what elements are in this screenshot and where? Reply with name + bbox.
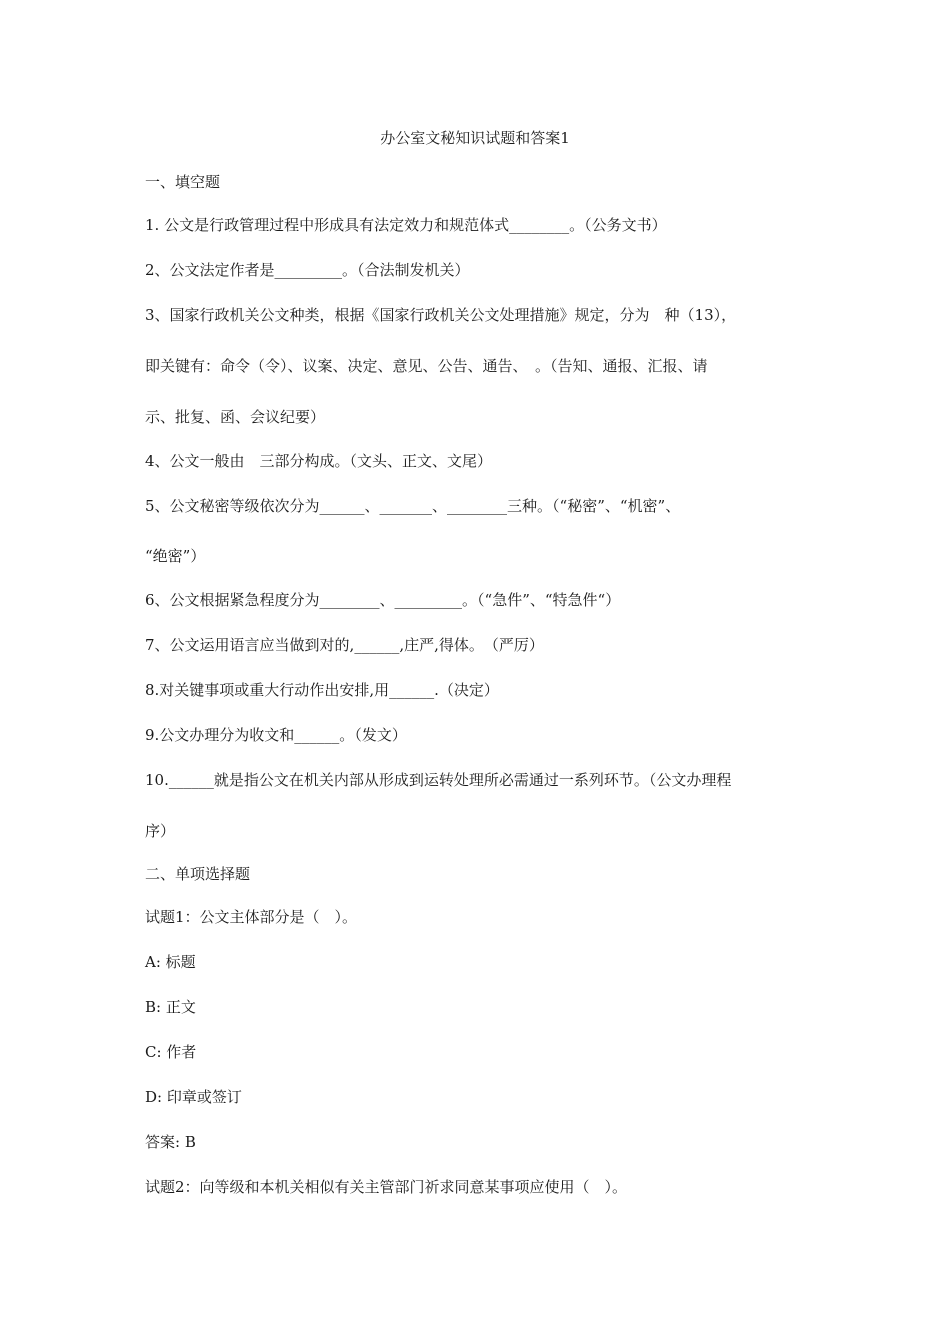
question-6: 6、公文根据紧急程度分为________、_________。（“急件”、“特急件“）: [145, 591, 621, 609]
mc-answer-1: 答案: B: [145, 1133, 196, 1151]
mc-question-1: 试题1：公文主体部分是（ ）。: [145, 908, 358, 926]
section-heading-single-choice: 二、单项选择题: [145, 865, 251, 883]
question-10-line-2: 序）: [145, 822, 176, 840]
mc-question-2: 试题2：向等级和本机关相似有关主管部门祈求同意某事项应使用（ ）。: [145, 1178, 628, 1196]
mc-option-c: C: 作者: [145, 1043, 197, 1061]
question-3-line-3: 示、批复、函、会议纪要）: [145, 408, 326, 426]
document-title: 办公室文秘知识试题和答案1: [380, 129, 570, 147]
question-9: 9.公文办理分为收文和______。（发文）: [145, 726, 407, 744]
question-3-line-2: 即关键有：命令（令）、议案、决定、意见、公告、通告、 。（告知、通报、汇报、请: [145, 357, 708, 375]
question-8: 8.对关键事项或重大行动作出安排,用______.（决定）: [145, 681, 499, 699]
question-3-line-1: 3、国家行政机关公文种类，根据《国家行政机关公文处理措施》规定，分为 种（13），: [145, 306, 737, 324]
mc-option-a: A: 标题: [145, 953, 196, 971]
question-5-line-2: “绝密”）: [145, 547, 206, 565]
question-10-line-1: 10.______就是指公文在机关内部从形成到运转处理所必需通过一系列环节。（公文办理程: [145, 771, 732, 789]
question-2: 2、公文法定作者是_________。（合法制发机关）: [145, 261, 470, 279]
question-4: 4、公文一般由 三部分构成。（文头、正文、文尾）: [145, 452, 493, 470]
section-heading-fill-in: 一、填空题: [145, 173, 221, 191]
question-7: 7、公文运用语言应当做到对的,______,庄严,得体。 （严厉）: [145, 636, 544, 654]
question-1: 1. 公文是行政管理过程中形成具有法定效力和规范体式________。（公务文书）: [145, 216, 667, 234]
mc-option-d: D: 印章或签订: [145, 1088, 242, 1106]
question-5-line-1: 5、公文秘密等级依次分为______、_______、________三种。（“秘密”、“机密”、: [145, 497, 681, 515]
mc-option-b: B: 正文: [145, 998, 196, 1016]
